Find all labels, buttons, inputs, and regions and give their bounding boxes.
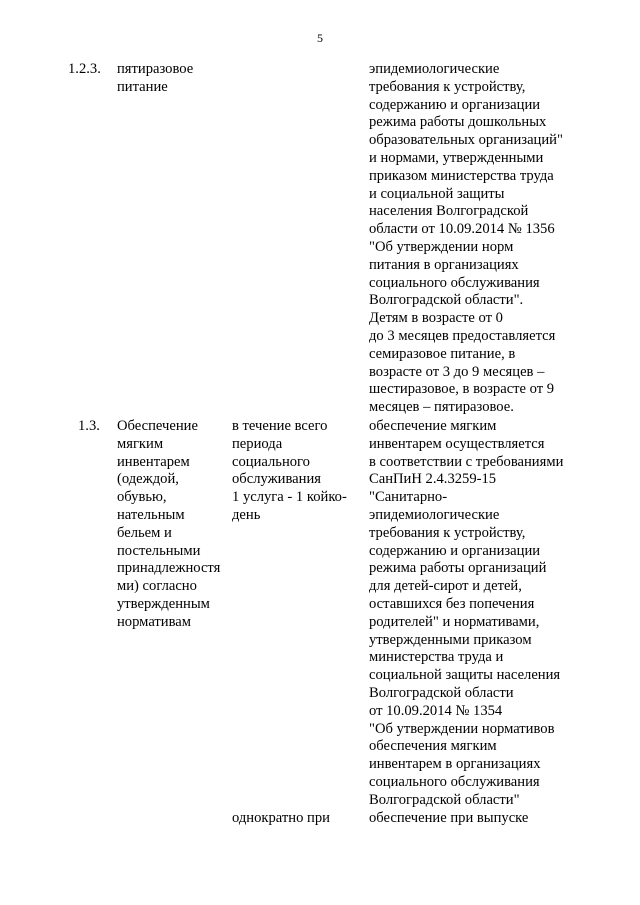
row-number: 1.3. [78,418,100,434]
page-number: 5 [317,31,323,45]
row-number: 1.2.3. [68,61,101,77]
service-conditions: эпидемиологические требования к устройству, содержанию и организации режима работы дошкольных образовательных организаций" и нормами, утвержденными приказом министерства труда и социальной защиты населения Волгоградской области от 10.09.2014 № 1356 "Об утверждении норм питания в организациях социального обслуживания Волгоградской области". Детям в возрасте от 0 до 3 месяцев предоставляется семиразовое питание, в возрасте от 3 до 9 месяцев – шестиразовое, в возрасте от 9 месяцев – пятиразовое. [369,61,563,416]
service-period: однократно при [232,810,330,826]
service-name: Обеспечение мягким инвентарем (одеждой, обувью, нательным бельем и постельными принадлежностя ми) согласно утвержденным нормативам [117,418,221,630]
service-conditions: обеспечение при выпуске [369,810,529,826]
service-conditions: обеспечение мягким инвентарем осуществляется в соответствии с требованиями СанПиН 2.4.3259-15 "Санитарно- эпидемиологические требования к устройству, содержанию и организации режима работы организаций для детей-сирот и детей, оставшихся без попечения родителей" и нормативами, утвержденными приказом министерства труда и социальной защиты населения Волгоградской области от 10.09.2014 № 1354 "Об утверждении нормативов обеспечения мягким инвентарем в организациях социального обслуживания Волгоградской области" [369,418,564,808]
service-period: в течение всего периода социального обслуживания 1 услуга - 1 койко- день [232,418,347,523]
service-name: пятиразовое питание [117,61,194,95]
